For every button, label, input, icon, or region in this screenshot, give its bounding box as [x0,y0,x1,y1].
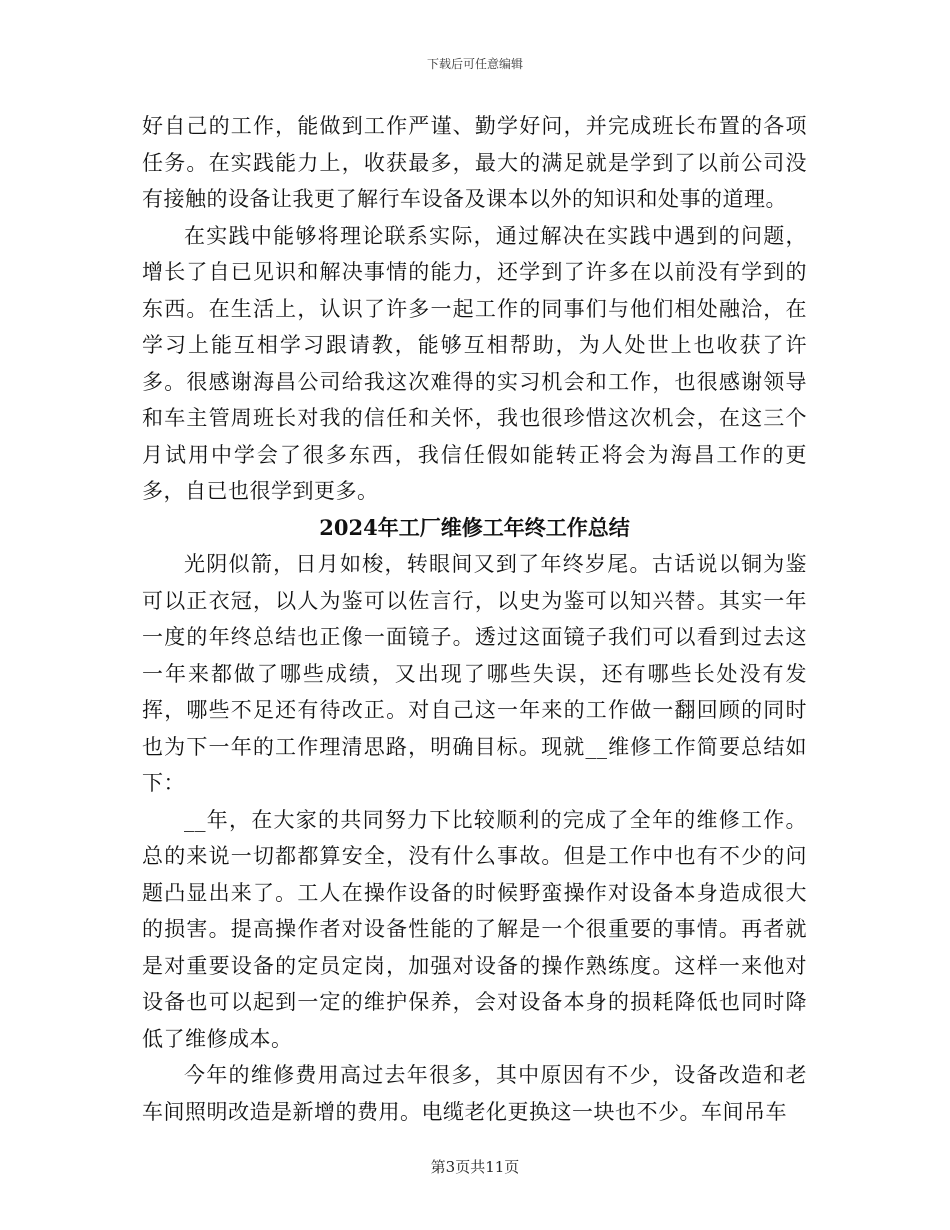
paragraph-continuation: 好自己的工作，能做到工作严谨、勤学好问，并完成班长布置的各项任务。在实践能力上，收获最多，最大的满足就是学到了以前公司没有接触的设备让我更了解行车设备及课本以外的知识和处事的道理。 [142,114,807,211]
section-title: 2024年工厂维修工年终工作总结 [319,514,630,540]
paragraph: 在实践中能够将理论联系实际，通过解决在实践中遇到的问题，增长了自已见识和解决事情的能力，还学到了许多在以前没有学到的东西。在生活上，认识了许多一起工作的同事们与他们相处融洽，在学习上能互相学习跟请教，能够互相帮助，为人处世上也收获了许多。很感谢海昌公司给我这次难得的实习机会和工作，也很感谢领导和车主管周班长对我的信任和关怀，我也很珍惜这次机会，在这三个月试用中学会了很多东西，我信任假如能转正将会为海昌工作的更多，自已也很学到更多。 [142,223,807,503]
paragraph: 光阴似箭，日月如梭，转眼间又到了年终岁尾。古话说以铜为鉴可以正衣冠，以人为鉴可以佐言行，以史为鉴可以知兴替。其实一年一度的年终总结也正像一面镜子。透过这面镜子我们可以看到过去这一年来都做了哪些成绩，又出现了哪些失误，还有哪些长处没有发挥，哪些不足还有待改正。对自己这一年来的工作做一翻回顾的同时也为下一年的工作理清思路，明确目标。现就__维修工作简要总结如下： [142,552,807,795]
paragraph: 今年的维修费用高过去年很多，其中原因有不少，设备改造和老车间照明改造是新增的费用。电缆老化更换这一块也不少。车间吊车 [142,1063,807,1124]
page-number: 第3页共11页 [430,1158,520,1176]
document-body [142,108,807,1130]
paragraph: __年，在大家的共同努力下比较顺利的完成了全年的维修工作。总的来说一切都都算安全，没有什么事故。但是工作中也有不少的问题凸显出来了。工人在操作设备的时候野蛮操作对设备本身造成很大的损害。提高操作者对设备性能的了解是一个很重要的事情。再者就是对重要设备的定员定岗，加强对设备的操作熟练度。这样一来他对设备也可以起到一定的维护保养，会对设备本身的损耗降低也同时降低了维修成本。 [142,807,807,1051]
page-header: 下载后可任意编辑 [426,57,523,71]
